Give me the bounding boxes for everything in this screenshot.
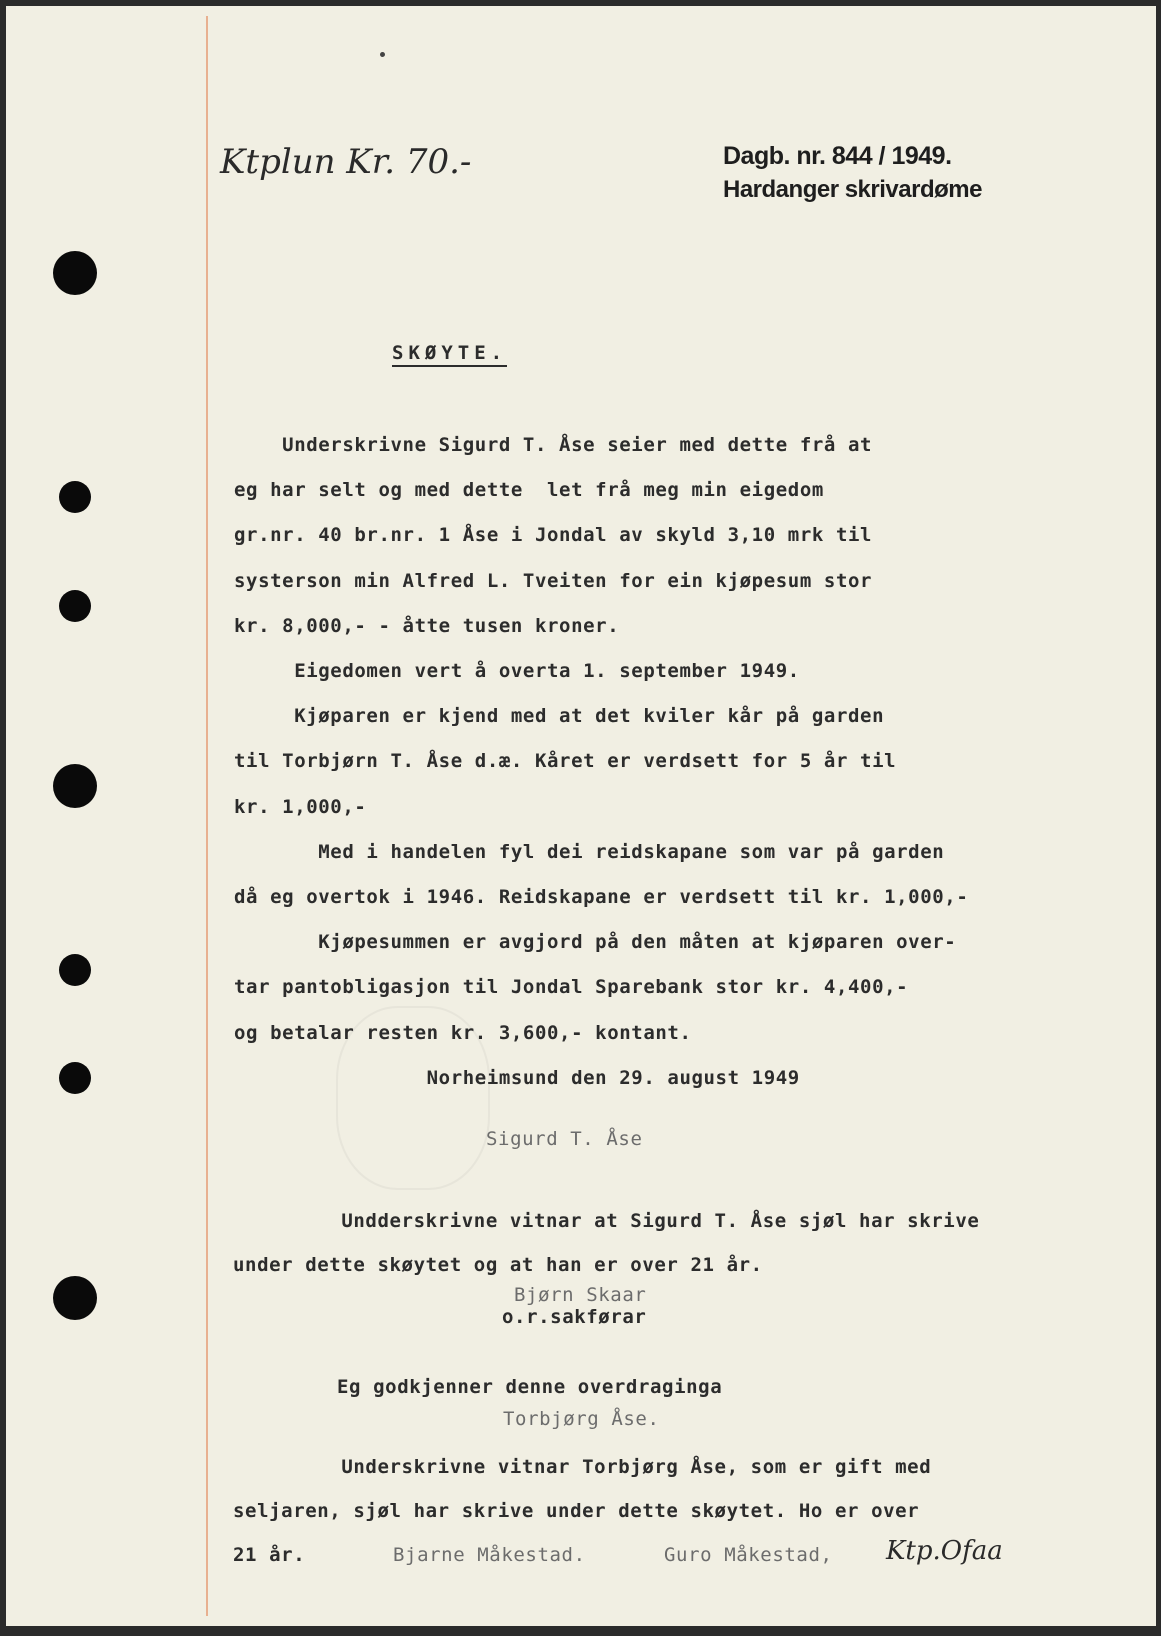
text-line: systerson min Alfred L. Tveiten for ein kjøpesum stor (234, 569, 873, 592)
document-title: SKØYTE. (392, 342, 507, 367)
text-line: Kjøparen er kjend med at det kviler kår på garden (234, 705, 885, 728)
seller-signature: Sigurd T. Åse (486, 1128, 643, 1150)
text-line: kr. 1,000,- (234, 795, 367, 818)
punch-hole (53, 764, 97, 808)
punch-hole (59, 954, 91, 986)
punch-hole (53, 251, 97, 295)
text-line: Eigedomen vert å overta 1. september 1949. (234, 660, 800, 682)
text-line: og betalar resten kr. 3,600,- kontant. (234, 1021, 692, 1044)
ink-dot (380, 52, 385, 57)
witness-signature: Bjørn Skaar (514, 1284, 647, 1306)
text-line: Underskrivne vitnar Torbjørg Åse, som er gift med (233, 1456, 932, 1478)
text-line: seljaren, sjøl har skrive under dette skøytet. Ho er over (233, 1500, 920, 1522)
handwritten-fee: Ktplun Kr. 70.- (220, 142, 472, 182)
final-witness-signature-1: Bjarne Måkestad. (393, 1544, 586, 1566)
text-line: til Torbjørn T. Åse d.æ. Kåret er verdsett for 5 år til (234, 750, 897, 773)
text-line: gr.nr. 40 br.nr. 1 Åse i Jondal av skyld 3,10 mrk til (234, 524, 873, 547)
text-line: under dette skøytet og at han er over 21 år. (233, 1254, 763, 1276)
witness-title: o.r.sakførar (502, 1306, 647, 1328)
handwritten-initials: Ktp.Ofaa (886, 1536, 1003, 1566)
punch-hole (59, 590, 91, 622)
approval-statement: Eg godkjenner denne overdraginga (337, 1376, 723, 1398)
text-line: 21 år. (233, 1544, 306, 1566)
punch-hole (53, 1276, 97, 1320)
text-line: Med i handelen fyl dei reidskapane som var på garden (234, 840, 945, 863)
text-line: Underskrivne Sigurd T. Åse seier med dette frå at (234, 434, 873, 456)
text-line: Norheimsund den 29. august 1949 (234, 1066, 800, 1089)
court-office-stamp: Hardanger skrivardøme (723, 176, 982, 203)
text-line: Kjøpesummen er avgjord på den måten at kjøparen over- (234, 931, 957, 954)
journal-number-stamp: Dagb. nr. 844 / 1949. (723, 142, 952, 170)
text-line: kr. 8,000,- - åtte tusen kroner. (234, 614, 620, 637)
punch-hole (59, 481, 91, 513)
text-line: eg har selt og med dette let frå meg min eigedom (234, 479, 824, 502)
text-line: tar pantobligasjon til Jondal Sparebank stor kr. 4,400,- (234, 976, 909, 999)
text-line: då eg overtok i 1946. Reidskapane er verdsett til kr. 1,000,- (234, 886, 969, 908)
margin-rule (206, 16, 208, 1616)
text-line: Undderskrivne vitnar at Sigurd T. Åse sjøl har skrive (233, 1210, 980, 1232)
final-witness-signature-2: Guro Måkestad, (664, 1544, 833, 1566)
approver-signature: Torbjørg Åse. (503, 1408, 660, 1430)
punch-hole (59, 1062, 91, 1094)
document-page (6, 6, 1156, 1626)
